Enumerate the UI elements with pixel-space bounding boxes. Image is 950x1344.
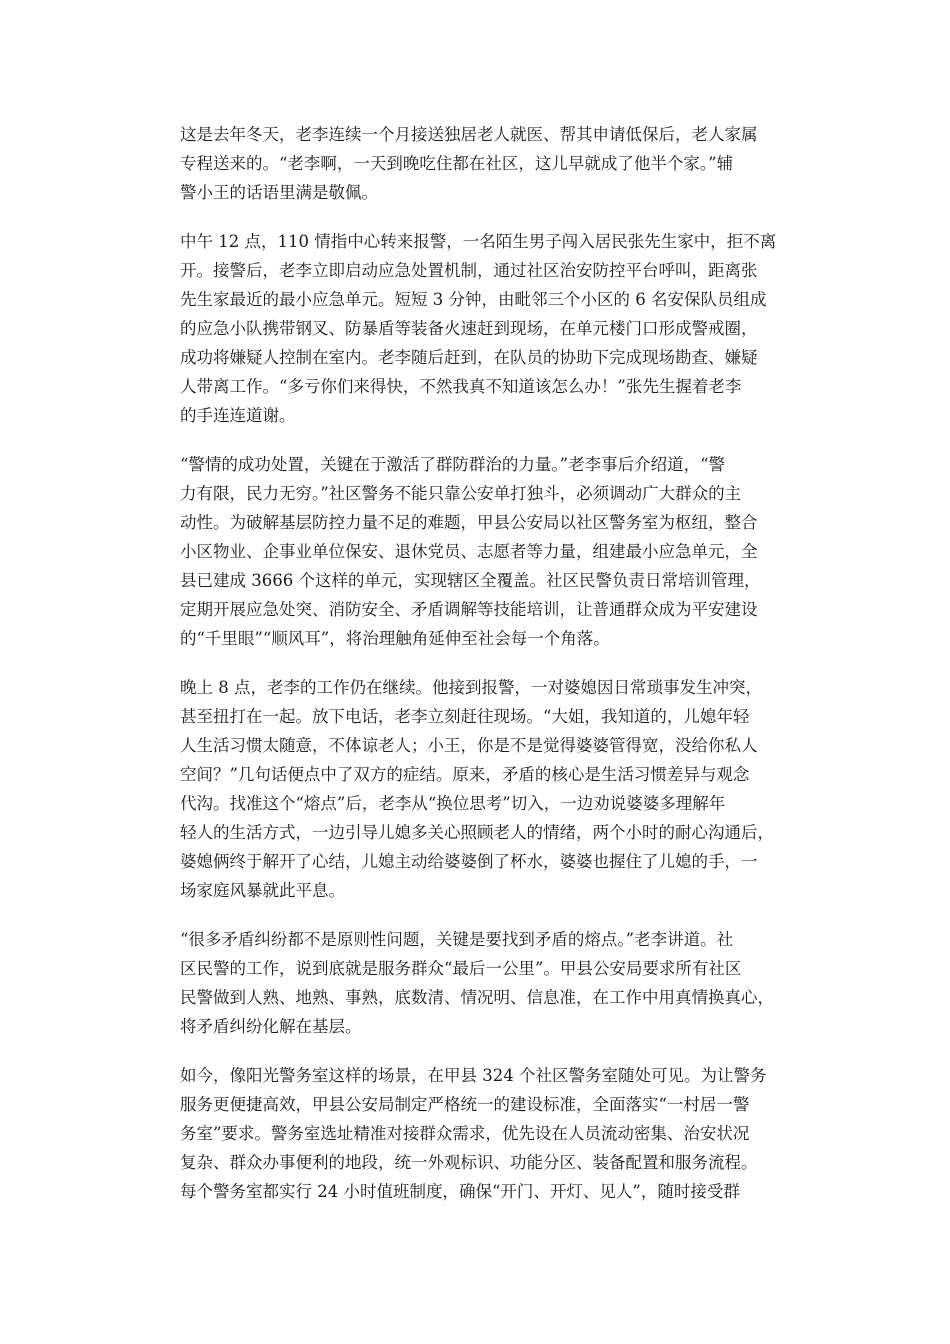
- text-line: 务室”要求。警务室选址精准对接群众需求，优先设在人员流动密集、治安状况: [180, 1124, 750, 1143]
- text-line: “很多矛盾纠纷都不是原则性问题，关键是要找到矛盾的熔点。”老李讲道。社: [180, 930, 734, 949]
- text-line: 开。接警后，老李立即启动应急处置机制，通过社区治安防控平台呼叫，距离张: [180, 261, 758, 280]
- text-line: 中午 12 点，110 情指中心转来报警，一名陌生男子闯入居民张先生家中，拒不离: [180, 232, 777, 251]
- text-line: 人生活习惯太随意，不体谅老人；小王，你是不是觉得婆婆管得宽，没给你私人: [180, 736, 758, 755]
- text-line: 县已建成 3666 个这样的单元，实现辖区全覆盖。社区民警负责日常培训管理，: [180, 571, 761, 590]
- paragraph-3: [180, 450, 780, 653]
- text-line: 定期开展应急处突、消防安全、矛盾调解等技能培训，让普通群众成为平安建设: [180, 600, 758, 619]
- text-line: 这是去年冬天，老李连续一个月接送独居老人就医、帮其申请低保后，老人家属: [180, 125, 758, 144]
- text-line: 空间？”几句话便点中了双方的症结。原来，矛盾的核心是生活习惯差异与观念: [180, 765, 750, 784]
- text-line: 将矛盾纠纷化解在基层。: [180, 1017, 362, 1036]
- text-line: 小区物业、企事业单位保安、退休党员、志愿者等力量，组建最小应急单元，全: [180, 542, 758, 561]
- text-line: 区民警的工作，说到底就是服务群众“最后一公里”。甲县公安局要求所有社区: [180, 959, 742, 978]
- text-line: 轻人的生活方式，一边引导儿媳多关心照顾老人的情绪，两个小时的耐心沟通后，: [180, 823, 774, 842]
- text-line: 如今，像阳光警务室这样的场景，在甲县 324 个社区警务室随处可见。为让警务: [180, 1066, 767, 1085]
- paragraph-5: [180, 925, 780, 1041]
- text-line: 的手连连道谢。: [180, 406, 296, 425]
- text-line: 动性。为破解基层防控力量不足的难题，甲县公安局以社区警务室为枢纽，整合: [180, 513, 758, 532]
- text-line: 的应急小队携带钢叉、防暴盾等装备火速赶到现场，在单元楼门口形成警戒圈，: [180, 319, 758, 338]
- paragraph-2: [180, 227, 780, 430]
- text-line: 成功将嫌疑人控制在室内。老李随后赶到，在队员的协助下完成现场勘查、嫌疑: [180, 348, 758, 367]
- text-line: 专程送来的。“老李啊，一天到晚吃住都在社区，这儿早就成了他半个家。”辅: [180, 154, 734, 173]
- text-line: 力有限，民力无穷。”社区警务不能只靠公安单打独斗，必须调动广大群众的主: [180, 484, 742, 503]
- text-line: 人带离工作。“多亏你们来得快，不然我真不知道该怎么办！”张先生握着老李: [180, 377, 742, 396]
- text-line: 晚上 8 点，老李的工作仍在继续。他接到报警，一对婆媳因日常琐事发生冲突，: [180, 678, 762, 697]
- text-line: 甚至扭打在一起。放下电话，老李立刻赶往现场。“大姐，我知道的，儿媳年轻: [180, 707, 750, 726]
- text-line: 民警做到人熟、地熟、事熟，底数清、情况明、信息准，在工作中用真情换真心，: [180, 988, 774, 1007]
- text-line: 婆媳俩终于解开了心结，儿媳主动给婆婆倒了杯水，婆婆也握住了儿媳的手，一: [180, 852, 758, 871]
- text-line: “警情的成功处置，关键在于激活了群防群治的力量。”老李事后介绍道，“警: [180, 455, 726, 474]
- paragraph-4: [180, 673, 780, 905]
- text-line: 每个警务室都实行 24 小时值班制度，确保“开门、开灯、见人”，随时接受群: [180, 1182, 740, 1201]
- text-line: 场家庭风暴就此平息。: [180, 881, 345, 900]
- text-line: 先生家最近的最小应急单元。短短 3 分钟，由毗邻三个小区的 6 名安保队员组成: [180, 290, 767, 309]
- text-line: 代沟。找准这个“熔点”后，老李从“换位思考”切入，一边劝说婆婆多理解年: [180, 794, 726, 813]
- paragraph-6: [180, 1061, 780, 1206]
- document-page: [180, 120, 780, 1226]
- text-line: 复杂、群众办事便利的地段，统一外观标识、功能分区、装备配置和服务流程。: [180, 1153, 758, 1172]
- text-line: 服务更便捷高效，甲县公安局制定严格统一的建设标准，全面落实“一村居一警: [180, 1095, 750, 1114]
- text-line: 的“千里眼”“顺风耳”，将治理触角延伸至社会每一个角落。: [180, 629, 610, 648]
- text-line: 警小王的话语里满是敬佩。: [180, 183, 378, 202]
- paragraph-1: [180, 120, 780, 207]
